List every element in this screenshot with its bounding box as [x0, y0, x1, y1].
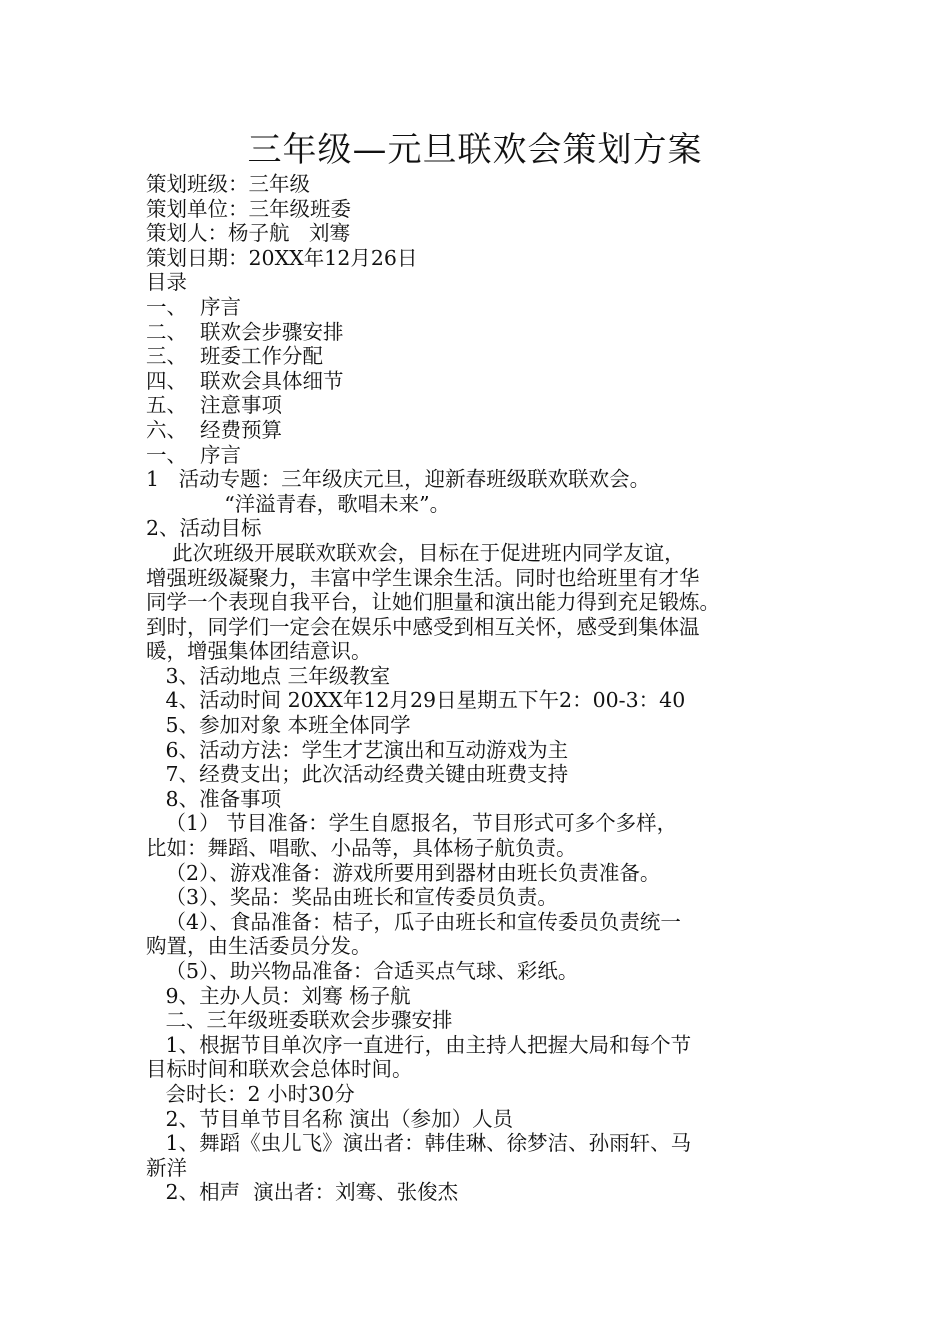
text-line: 8、准备事项 — [146, 786, 282, 811]
text-line: 策划单位：三年级班委 — [146, 196, 351, 221]
text-line: 策划日期：20XX年12月26日 — [146, 245, 418, 270]
text-line: 增强班级凝聚力，丰富中学生课余生活。同时也给班里有才华 — [146, 565, 700, 590]
text-line: 四、 联欢会具体细节 — [146, 368, 344, 393]
text-line: 3、活动地点 三年级教室 — [146, 663, 391, 688]
text-line: 二、 联欢会步骤安排 — [146, 319, 344, 344]
document-body — [146, 172, 816, 1205]
text-line: 4、活动时间 20XX年12月29日星期五下午2：00-3：40 — [146, 688, 686, 713]
text-line: 策划班级：三年级 — [146, 172, 310, 196]
text-line: 1、舞蹈《虫儿飞》演出者：韩佳琳、徐梦洁、孙雨轩、马 — [146, 1131, 692, 1156]
text-line: 新洋 — [146, 1155, 187, 1180]
text-line: 9、主办人员：刘骞 杨子航 — [146, 983, 411, 1008]
text-line: “洋溢青春，歌唱未来”。 — [146, 491, 451, 516]
text-line: 2、节目单节目名称 演出（参加）人员 — [146, 1106, 514, 1131]
text-line: 比如：舞蹈、唱歌、小品等，具体杨子航负责。 — [146, 836, 577, 861]
text-line: 购置，由生活委员分发。 — [146, 934, 372, 959]
text-line: 目标时间和联欢会总体时间。 — [146, 1057, 413, 1082]
text-line: 一、 序言 — [146, 442, 242, 467]
text-line: 6、活动方法：学生才艺演出和互动游戏为主 — [146, 737, 569, 762]
text-line: 1 活动专题：三年级庆元旦，迎新春班级联欢联欢会。 — [146, 467, 651, 492]
text-line: 三、 班委工作分配 — [146, 344, 324, 369]
text-line: 2、相声 演出者：刘骞、张俊杰 — [146, 1180, 459, 1205]
text-line: 五、 注意事项 — [146, 393, 283, 418]
text-line: （4）、食品准备：桔子，瓜子由班长和宣传委员负责统一 — [146, 909, 681, 934]
text-line: （3）、奖品：奖品由班长和宣传委员负责。 — [146, 885, 558, 910]
text-line: 2、活动目标 — [146, 516, 262, 541]
text-line: 此次班级开展联欢联欢会，目标在于促进班内同学友谊， — [146, 540, 685, 565]
text-line: 会时长：2 小时30分 — [146, 1081, 355, 1106]
text-line: 7、经费支出；此次活动经费关键由班费支持 — [146, 762, 569, 787]
text-line: 一、 序言 — [146, 294, 242, 319]
text-line: 六、 经费预算 — [146, 417, 283, 442]
text-line: 同学一个表现自我平台，让她们胆量和演出能力得到充足锻炼。 — [146, 590, 720, 615]
text-line: 策划人：杨子航 刘骞 — [146, 221, 351, 246]
text-line: 5、参加对象 本班全体同学 — [146, 713, 411, 738]
text-line: 到时，同学们一定会在娱乐中感受到相互关怀，感受到集体温 — [146, 614, 700, 639]
text-line: 二、三年级班委联欢会步骤安排 — [146, 1008, 453, 1033]
text-line: （5）、助兴物品准备：合适买点气球、彩纸。 — [146, 959, 579, 983]
text-line: （1） 节目准备：学生自愿报名，节目形式可多个多样， — [146, 811, 678, 836]
document-title: 三年级—元旦联欢会策划方案 — [247, 130, 703, 170]
text-line: 目录 — [146, 270, 187, 295]
text-line: 暖，增强集体团结意识。 — [146, 639, 372, 664]
text-line: 1、根据节目单次序一直进行，由主持人把握大局和每个节 — [146, 1032, 692, 1057]
text-line: （2）、游戏准备：游戏所要用到器材由班长负责准备。 — [146, 860, 661, 885]
